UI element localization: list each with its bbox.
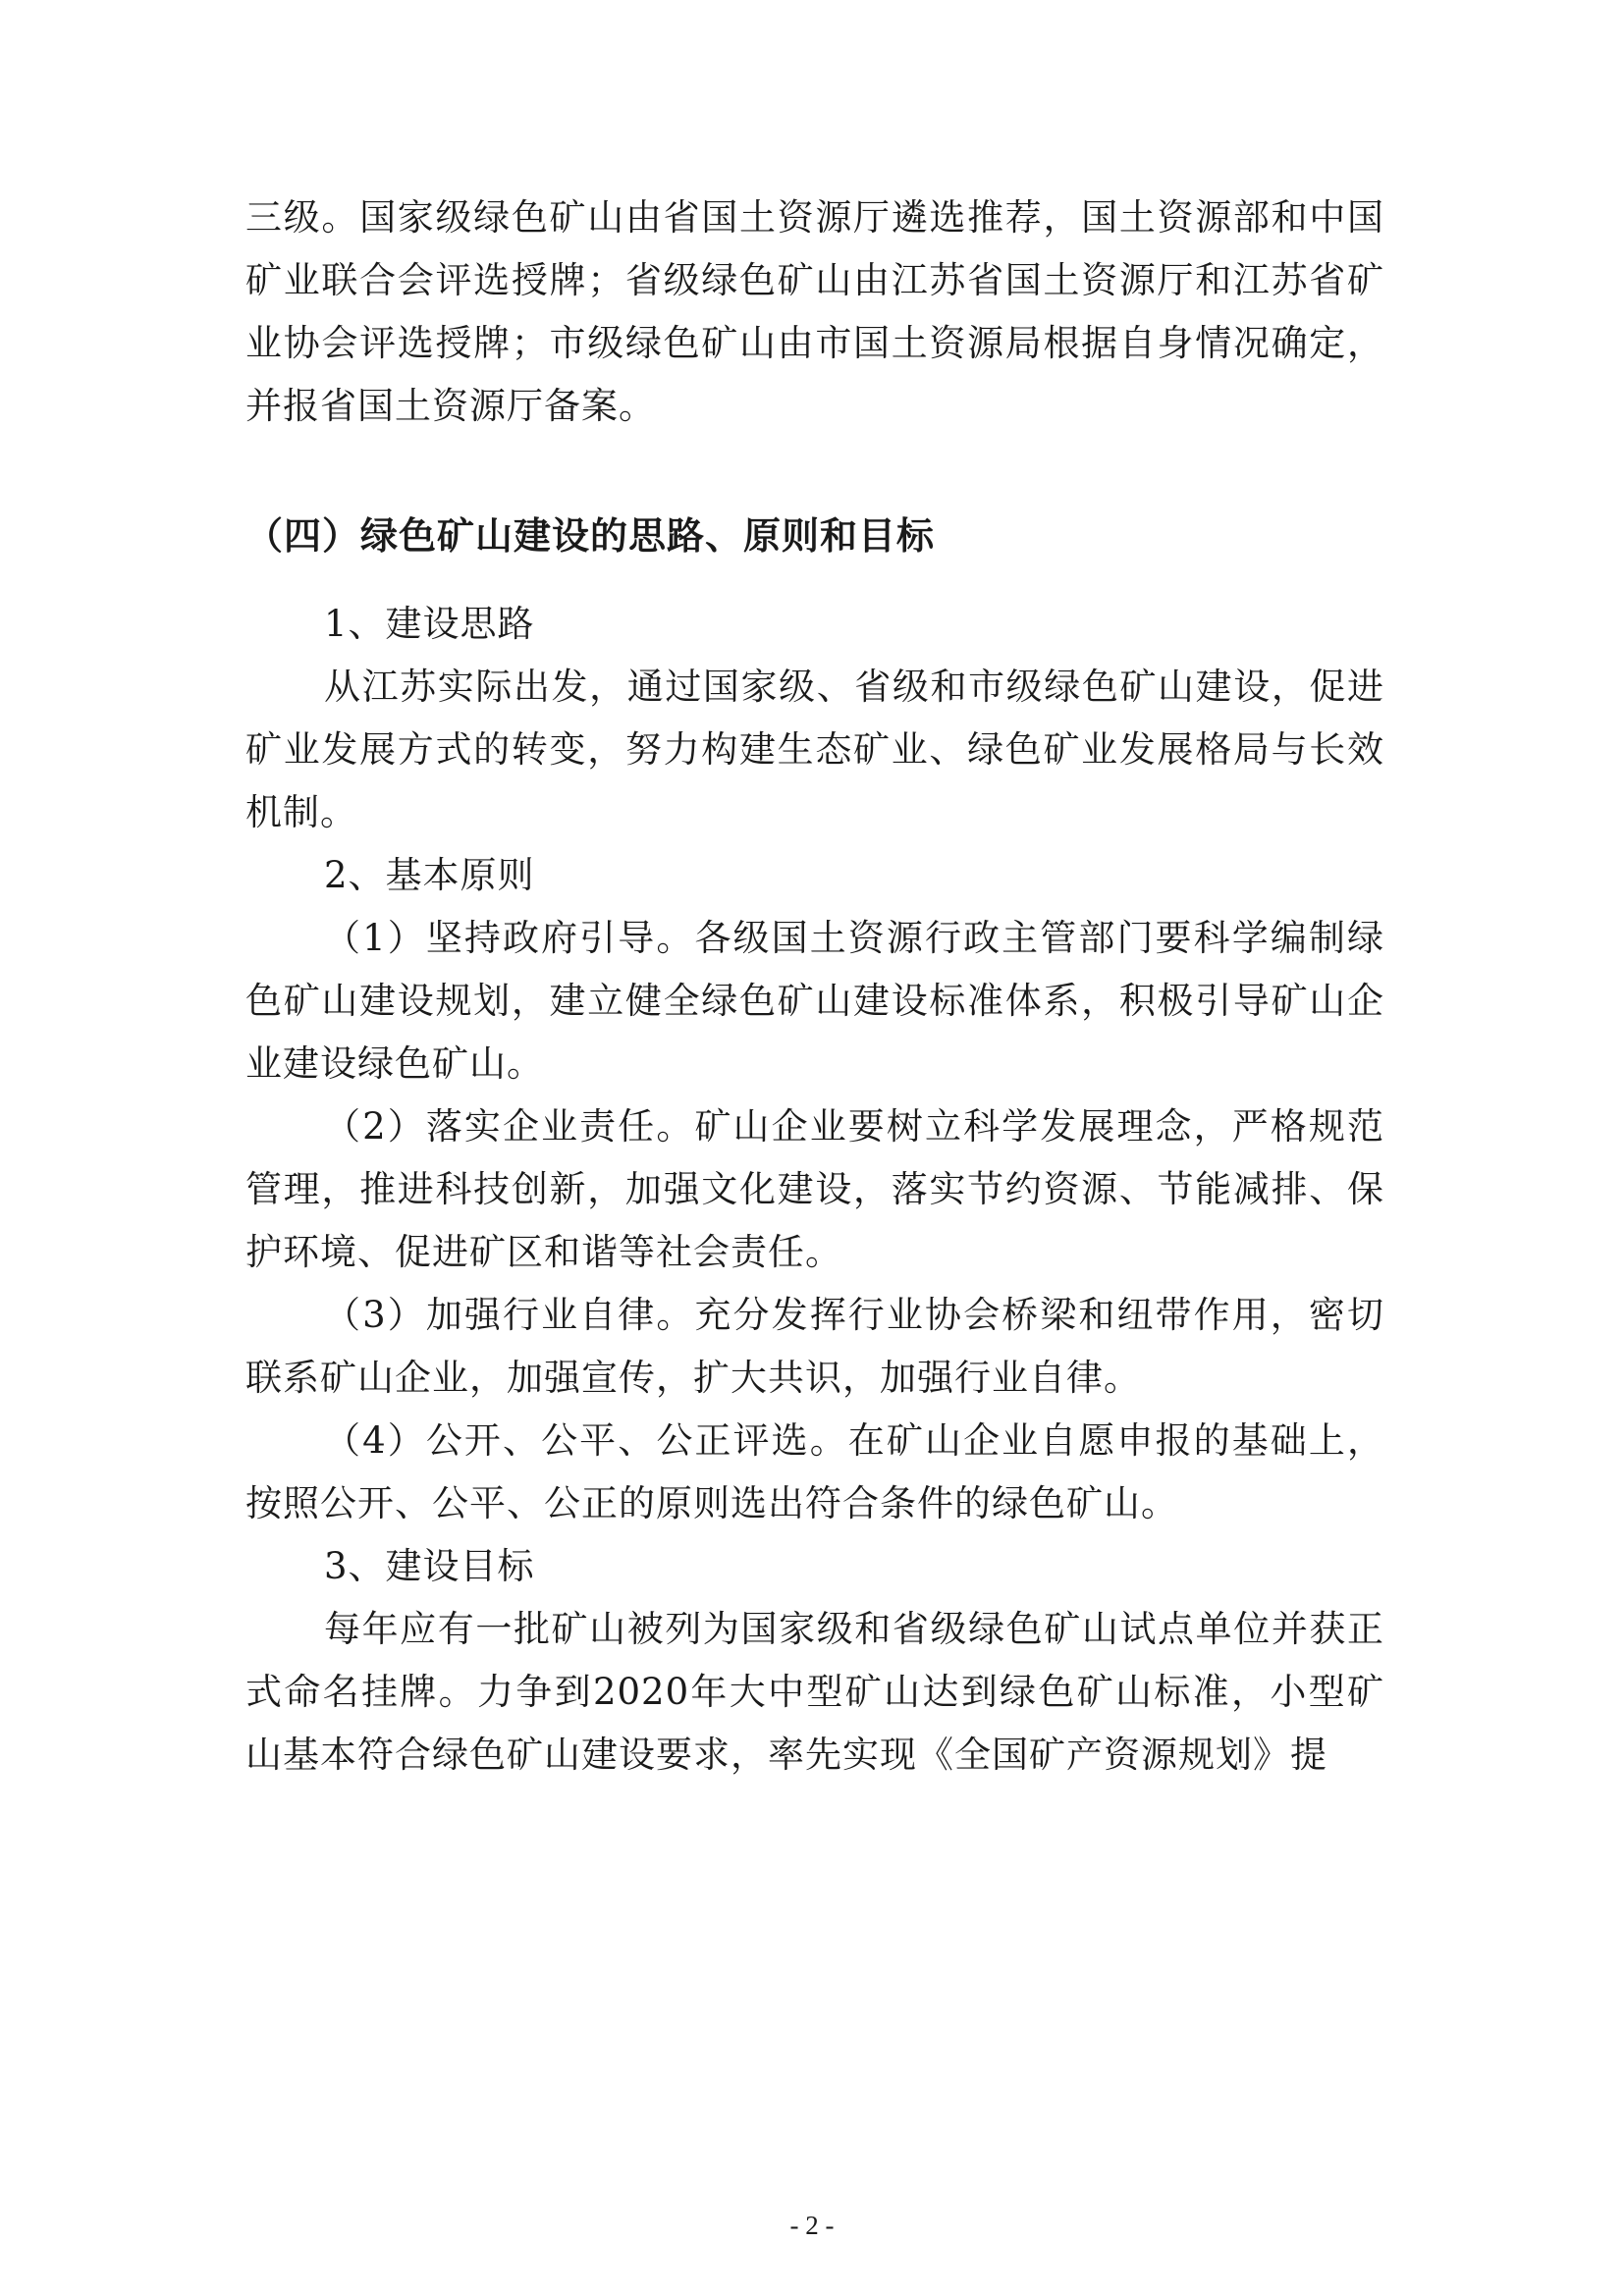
section-heading: （四）绿色矿山建设的思路、原则和目标 — [245, 514, 936, 558]
subsection-title-3: 3、建设目标 — [324, 1545, 535, 1587]
principle-paragraph-4: （4）公开、公平、公正评选。在矿山企业自愿申报的基础上，按照公开、公平、公正的原则选出符合条件的绿色矿山。 — [245, 1419, 1384, 1524]
subsection-body-3: 每年应有一批矿山被列为国家级和省级绿色矿山试点单位并获正式命名挂牌。力争到2020年大中型矿山达到绿色矿山标准，小型矿山基本符合绿色矿山建设要求，率先实现《全国矿产资源规划》提 — [245, 1608, 1384, 1776]
principle-paragraph-3: （3）加强行业自律。充分发挥行业协会桥梁和纽带作用，密切联系矿山企业，加强宣传，扩大共识，加强行业自律。 — [245, 1294, 1384, 1399]
document-body — [245, 187, 1384, 1787]
principle-paragraph-1: （1）坚持政府引导。各级国土资源行政主管部门要科学编制绿色矿山建设规划，建立健全绿色矿山建设标准体系，积极引导矿山企业建设绿色矿山。 — [245, 917, 1384, 1085]
intro-paragraph: 三级。国家级绿色矿山由省国土资源厅遴选推荐，国土资源部和中国矿业联合会评选授牌；省级绿色矿山由江苏省国土资源厅和江苏省矿业协会评选授牌；市级绿色矿山由市国土资源局根据自身情况确定，并报省国土资源厅备案。 — [245, 196, 1384, 427]
subsection-title-1: 1、建设思路 — [324, 603, 535, 645]
subsection-body-1: 从江苏实际出发，通过国家级、省级和市级绿色矿山建设，促进矿业发展方式的转变，努力构建生态矿业、绿色矿业发展格局与长效机制。 — [245, 666, 1384, 833]
page-number: - 2 - — [789, 2211, 835, 2240]
subsection-title-2: 2、基本原则 — [324, 854, 535, 896]
principle-paragraph-2: （2）落实企业责任。矿山企业要树立科学发展理念，严格规范管理，推进科技创新，加强文化建设，落实节约资源、节能减排、保护环境、促进矿区和谐等社会责任。 — [245, 1105, 1384, 1273]
